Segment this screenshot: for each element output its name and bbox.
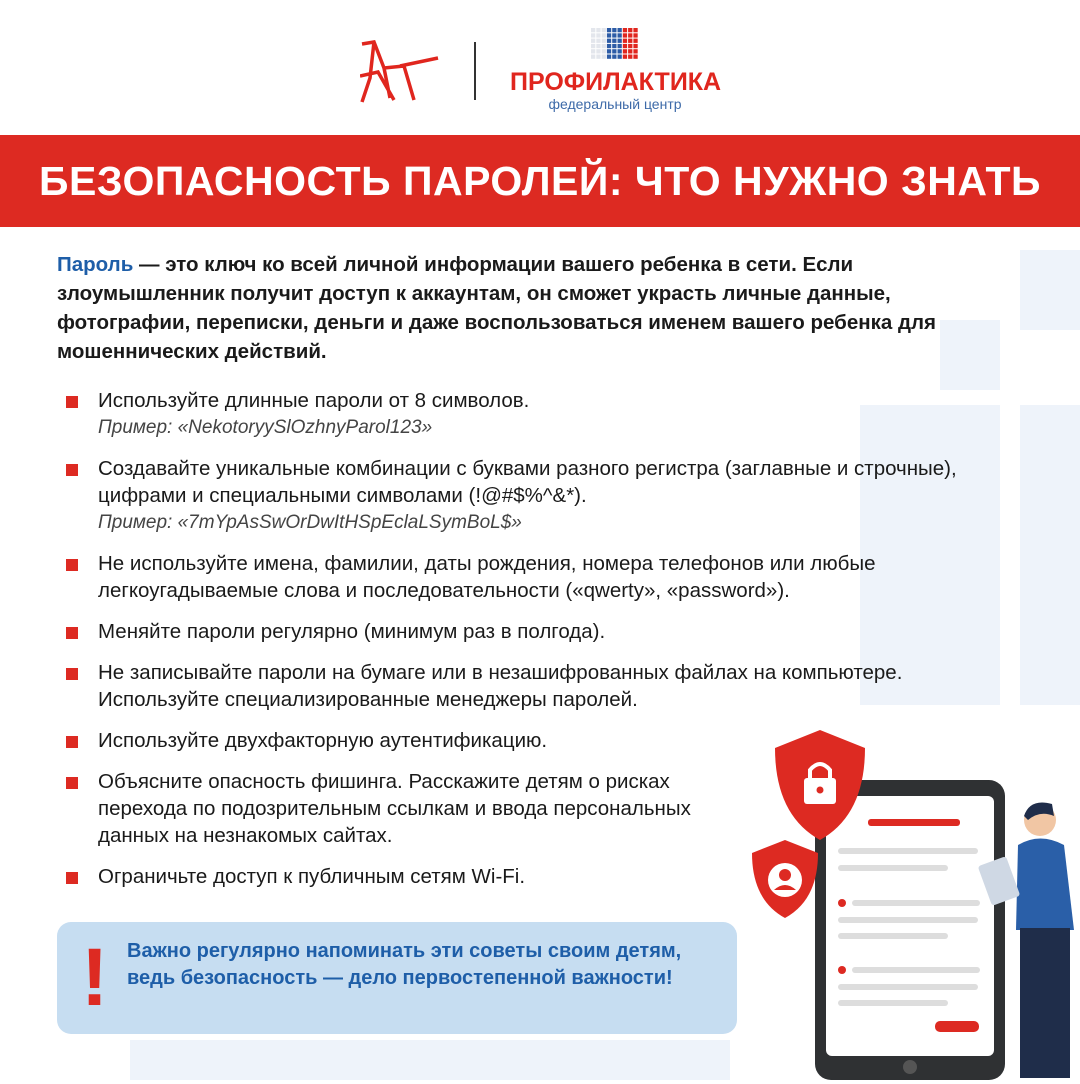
tip-text: Не записывайте пароли на бумаге или в незашифрованных файлах на компьютере. Используйте специализированные менеджеры паролей. bbox=[98, 661, 903, 711]
shield-user-icon bbox=[752, 840, 818, 918]
note-text: Важно регулярно напоминать эти советы своим детям, ведь безопасность — дело первостепенной важности! bbox=[127, 940, 682, 989]
bullet-icon bbox=[66, 777, 78, 789]
bg-decor bbox=[1020, 250, 1080, 330]
exclamation-icon: ! bbox=[81, 932, 109, 1023]
bullet-icon bbox=[66, 464, 78, 476]
tip-text: Создавайте уникальные комбинации с буквами разного регистра (заглавные и строчные), цифрами и специальными символами (!@#$%^&*). bbox=[98, 457, 957, 507]
brand-name: ПРОФИЛАКТИКА bbox=[510, 68, 722, 96]
security-illustration bbox=[740, 720, 1080, 1084]
bullet-icon bbox=[66, 872, 78, 884]
brand-logo bbox=[510, 28, 720, 112]
important-note bbox=[57, 922, 737, 1034]
tip-text: Меняйте пароли регулярно (минимум раз в полгода). bbox=[98, 620, 606, 643]
page-title: БЕЗОПАСНОСТЬ ПАРОЛЕЙ: ЧТО НУЖНО ЗНАТЬ bbox=[0, 135, 1080, 227]
tip-text: Не используйте имена, фамилии, даты рождения, номера телефонов или любые легкоугадываемые слова и последовательности («qwerty», «password»). bbox=[98, 552, 876, 602]
bullet-icon bbox=[66, 736, 78, 748]
tip-text: Используйте двухфакторную аутентификацию. bbox=[98, 729, 548, 752]
bg-decor bbox=[130, 1040, 730, 1080]
bullet-icon bbox=[66, 559, 78, 571]
tip-item bbox=[66, 387, 1046, 441]
tip-example: Пример: «NekotoryySlOzhnyParol123» bbox=[98, 417, 433, 438]
tip-text: Ограничьте доступ к публичным сетям Wi-Fi. bbox=[98, 865, 526, 888]
tip-example: Пример: «7mYpAsSwOrDwItHSpEclaLSymBoL$» bbox=[98, 512, 522, 533]
tip-item bbox=[66, 550, 1046, 604]
flag-grid-icon bbox=[591, 28, 639, 60]
bullet-icon bbox=[66, 627, 78, 639]
tip-item bbox=[66, 659, 1046, 713]
intro-text: — это ключ ко всей личной информации вашего ребенка в сети. Если злоумышленник получит доступ к аккаунтам, он сможет украсть личные данные, фотографии, переписки, деньги и даже воспользоваться именем вашего ребенка для мошеннических действий. bbox=[57, 253, 936, 363]
intro-highlight: Пароль bbox=[57, 253, 134, 276]
tip-text: Используйте длинные пароли от 8 символов. bbox=[98, 389, 530, 412]
tip-text: Объясните опасность фишинга. Расскажите детям о рисках перехода по подозрительным ссылкам и ввода персональных данных на незнакомых сайтах. bbox=[98, 770, 691, 847]
logo-divider bbox=[474, 42, 476, 100]
bullet-icon bbox=[66, 668, 78, 680]
tip-item bbox=[66, 455, 1046, 536]
bullet-icon bbox=[66, 396, 78, 408]
brand-subtitle: федеральный центр bbox=[548, 96, 682, 112]
tip-item bbox=[66, 618, 1046, 645]
intro-paragraph bbox=[57, 250, 1017, 366]
logo-horse bbox=[360, 38, 440, 108]
